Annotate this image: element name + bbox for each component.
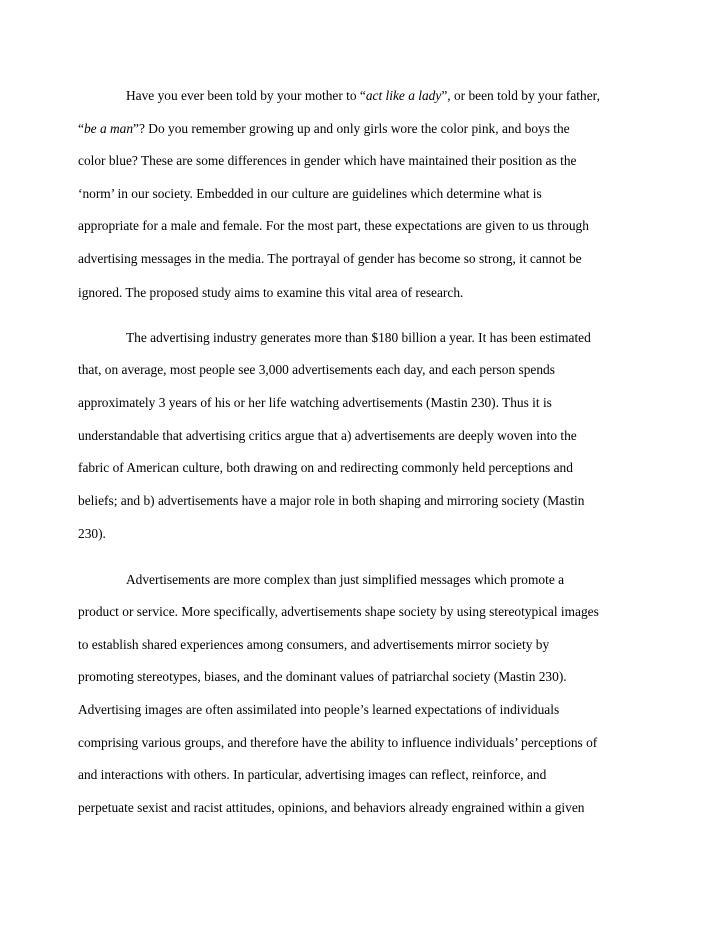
text-line [78, 153, 577, 169]
text-line [78, 285, 463, 301]
text-segment: beliefs; and b) advertisements have a major role in both shaping and mirroring society (Mastin [78, 493, 585, 508]
italic-text: be a man [83, 121, 134, 136]
text-line [78, 669, 567, 685]
text-line [78, 251, 582, 267]
text-line [126, 330, 591, 346]
text-line [78, 637, 549, 653]
text-line [78, 604, 599, 620]
text-segment: product or service. More specifically, advertisements shape society by using stereotypical images [78, 604, 599, 619]
text-line [78, 121, 570, 137]
text-segment: comprising various groups, and therefore have the ability to influence individuals’ perceptions of [78, 735, 598, 750]
text-segment: Advertisements are more complex than just simplified messages which promote a [126, 572, 565, 587]
text-segment: ignored. The proposed study aims to examine this vital area of research. [78, 285, 464, 300]
text-segment: color blue? These are some differences in gender which have maintained their position as the [78, 153, 577, 168]
text-segment: The advertising industry generates more than $180 billion a year. It has been estimated [126, 330, 591, 345]
text-line [78, 735, 597, 751]
text-line [78, 218, 589, 234]
text-segment: advertising messages in the media. The portrayal of gender has become so strong, it cannot be [78, 251, 582, 266]
text-line [78, 186, 542, 202]
text-segment: promoting stereotypes, biases, and the dominant values of patriarchal society (Mastin 230). [78, 669, 567, 684]
text-segment: ‘norm’ in our society. Embedded in our culture are guidelines which determine what is [78, 186, 542, 201]
text-line [78, 395, 552, 411]
text-segment: ”, or been told by your father, [441, 88, 600, 103]
text-line [126, 572, 564, 588]
text-segment: appropriate for a male and female. For the most part, these expectations are given to us through [78, 218, 589, 233]
text-segment: Have you ever been told by your mother to “ [126, 88, 366, 103]
text-segment: approximately 3 years of his or her life watching advertisements (Mastin 230). Thus it is [78, 395, 552, 410]
text-segment: 230). [78, 526, 106, 541]
text-line [78, 526, 106, 542]
text-line [78, 702, 559, 718]
text-segment: to establish shared experiences among consumers, and advertisements mirror society by [78, 637, 550, 652]
text-line [78, 362, 555, 378]
text-segment: perpetuate sexist and racist attitudes, opinions, and behaviors already engrained within a given [78, 800, 585, 815]
text-segment: fabric of American culture, both drawing on and redirecting commonly held perceptions and [78, 460, 573, 475]
text-line [78, 767, 546, 783]
text-segment: and interactions with others. In particular, advertising images can reflect, reinforce, and [78, 767, 547, 782]
italic-text: act like a lady [365, 88, 442, 103]
text-segment: Advertising images are often assimilated into people’s learned expectations of individuals [78, 702, 560, 717]
text-line [126, 88, 600, 104]
text-segment: “ [78, 121, 84, 136]
text-segment: understandable that advertising critics argue that a) advertisements are deeply woven into the [78, 428, 577, 443]
text-segment: ”? Do you remember growing up and only girls wore the color pink, and boys the [133, 121, 570, 136]
text-line [78, 460, 573, 476]
text-segment: that, on average, most people see 3,000 advertisements each day, and each person spends [78, 362, 555, 377]
text-line [78, 800, 584, 816]
text-line [78, 428, 577, 444]
text-line [78, 493, 584, 509]
